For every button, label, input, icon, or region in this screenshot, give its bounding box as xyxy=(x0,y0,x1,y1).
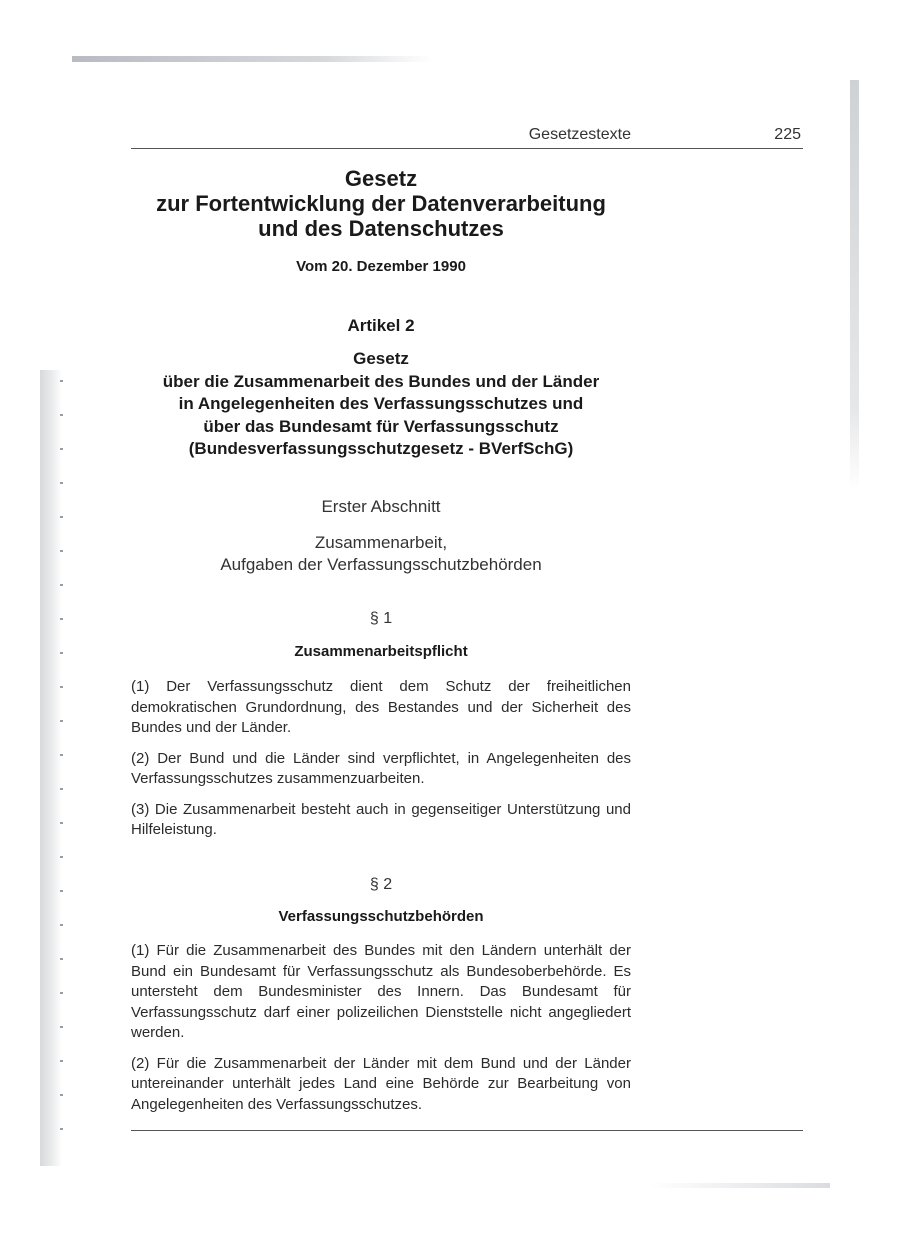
clause-text: (1) Der Verfassungsschutz dient dem Schutz der freiheitlichen demokratischen Grundordnung, des Bestandes und der Sicherheit des Bundes und der Länder. xyxy=(131,678,631,736)
clause-text: (2) Der Bund und die Länder sind verpflichtet, in Angelegenheiten des Verfassungsschutzes zusammenzuarbeiten. xyxy=(131,749,631,787)
paragraph-body xyxy=(131,941,631,1125)
article-label: Artikel 2 xyxy=(347,316,415,335)
article-title xyxy=(131,348,631,461)
running-header xyxy=(131,124,803,149)
section-title-line: Aufgaben der Verfassungsschutzbehörden xyxy=(220,555,542,574)
law-title-line: zur Fortentwicklung der Datenverarbeitung xyxy=(156,191,606,216)
clause-text: (3) Die Zusammenarbeit besteht auch in gegenseitiger Unterstützung und Hilfeleistung. xyxy=(131,800,631,838)
article-title-line: über das Bundesamt für Verfassungsschutz xyxy=(203,416,559,436)
clause-text: (2) Für die Zusammenarbeit der Länder mit dem Bund und der Länder untereinander unterhält jedes Land eine Behörde zur Bearbeitung von Angelegenheiten des Verfassungsschutzes. xyxy=(131,1054,631,1113)
law-title-line: und des Datenschutzes xyxy=(258,216,504,241)
law-title-line: Gesetz xyxy=(344,166,418,191)
article-title-line: in Angelegenheiten des Verfassungsschutzes und xyxy=(178,394,584,413)
law-date: Vom 20. Dezember 1990 xyxy=(296,258,466,275)
page-number: 225 xyxy=(774,126,801,143)
section-title-line: Zusammenarbeit, xyxy=(314,533,448,552)
scan-binding-marks xyxy=(60,380,63,1150)
law-title xyxy=(131,166,631,241)
section-label: Erster Abschnitt xyxy=(321,497,441,516)
paragraph-body xyxy=(131,677,631,851)
scan-edge-left xyxy=(40,370,62,1166)
paragraph-title: Zusammenarbeitspflicht xyxy=(294,643,468,660)
article-title-line: Gesetz xyxy=(353,349,409,368)
clause-text: (1) Für die Zusammenarbeit des Bundes mit den Ländern unterhält der Bund ein Bundesamt für Verfassungsschutz als Bundesoberbehörde. Es untersteht dem Bundesminister des Innern. Das Bundesamt für Verfassungsschutz darf einer polizeilichen Dienststelle nicht angegliedert werden. xyxy=(131,942,631,1041)
running-title: Gesetzestexte xyxy=(528,126,631,143)
scan-edge-bottom xyxy=(650,1183,830,1188)
scan-edge-top xyxy=(72,56,432,62)
paragraph-title: Verfassungsschutzbehörden xyxy=(278,908,484,925)
paragraph-number: § 2 xyxy=(369,876,393,893)
scan-edge-right xyxy=(850,80,859,490)
article-title-line: über die Zusammenarbeit des Bundes und der Länder xyxy=(162,371,600,391)
article-title-line: (Bundesverfassungsschutzgesetz - BVerfSchG) xyxy=(188,439,574,458)
section-title xyxy=(131,532,631,576)
paragraph-number: § 1 xyxy=(369,610,393,627)
bottom-rule xyxy=(131,1130,803,1131)
